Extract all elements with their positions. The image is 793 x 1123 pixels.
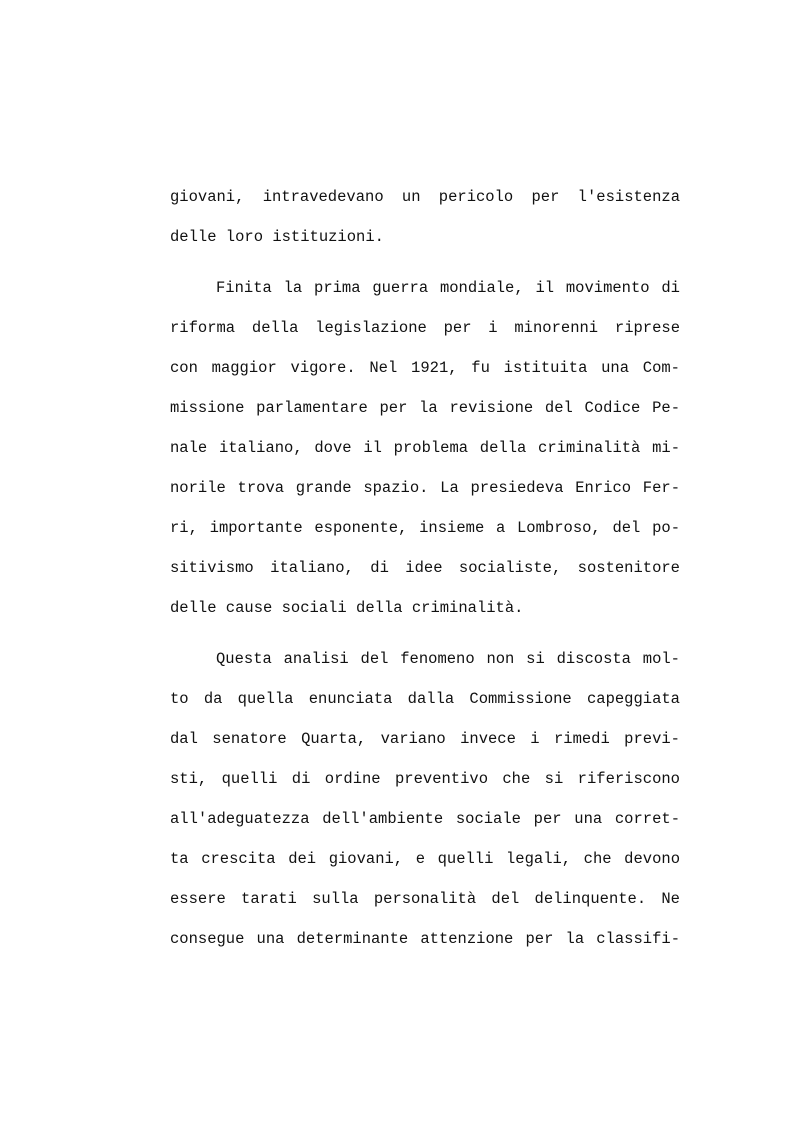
text-line: nale italiano, dove il problema della criminalità mi- bbox=[170, 439, 680, 457]
paragraph-gap bbox=[170, 633, 680, 644]
text-line: ri, importante esponente, insieme a Lombroso, del po- bbox=[170, 519, 680, 537]
text-line: consegue una determinante attenzione per la classifi- bbox=[170, 930, 680, 948]
text-line: riforma della legislazione per i minorenni riprese bbox=[170, 319, 680, 337]
text-line: Finita la prima guerra mondiale, il movimento di bbox=[216, 279, 680, 297]
document-body bbox=[170, 182, 680, 964]
text-line: sti, quelli di ordine preventivo che si riferiscono bbox=[170, 770, 680, 788]
text-line: Questa analisi del fenomeno non si discosta mol- bbox=[216, 650, 680, 668]
paragraph-gap bbox=[170, 262, 680, 273]
text-line: all'adeguatezza dell'ambiente sociale per una corret- bbox=[170, 810, 680, 828]
text-line: dal senatore Quarta, variano invece i rimedi previ- bbox=[170, 730, 680, 748]
text-line: giovani, intravedevano un pericolo per l'esistenza bbox=[170, 188, 680, 206]
text-line: norile trova grande spazio. La presiedeva Enrico Fer- bbox=[170, 479, 680, 497]
text-line: missione parlamentare per la revisione del Codice Pe- bbox=[170, 399, 680, 417]
text-line: delle cause sociali della criminalità. bbox=[170, 599, 524, 617]
text-line: sitivismo italiano, di idee socialiste, sostenitore bbox=[170, 559, 680, 577]
text-line: ta crescita dei giovani, e quelli legali, che devono bbox=[170, 850, 680, 868]
text-line: delle loro istituzioni. bbox=[170, 228, 384, 246]
text-line: con maggior vigore. Nel 1921, fu istituita una Com- bbox=[170, 359, 680, 377]
text-line: essere tarati sulla personalità del delinquente. Ne bbox=[170, 890, 680, 908]
text-line: to da quella enunciata dalla Commissione capeggiata bbox=[170, 690, 680, 708]
